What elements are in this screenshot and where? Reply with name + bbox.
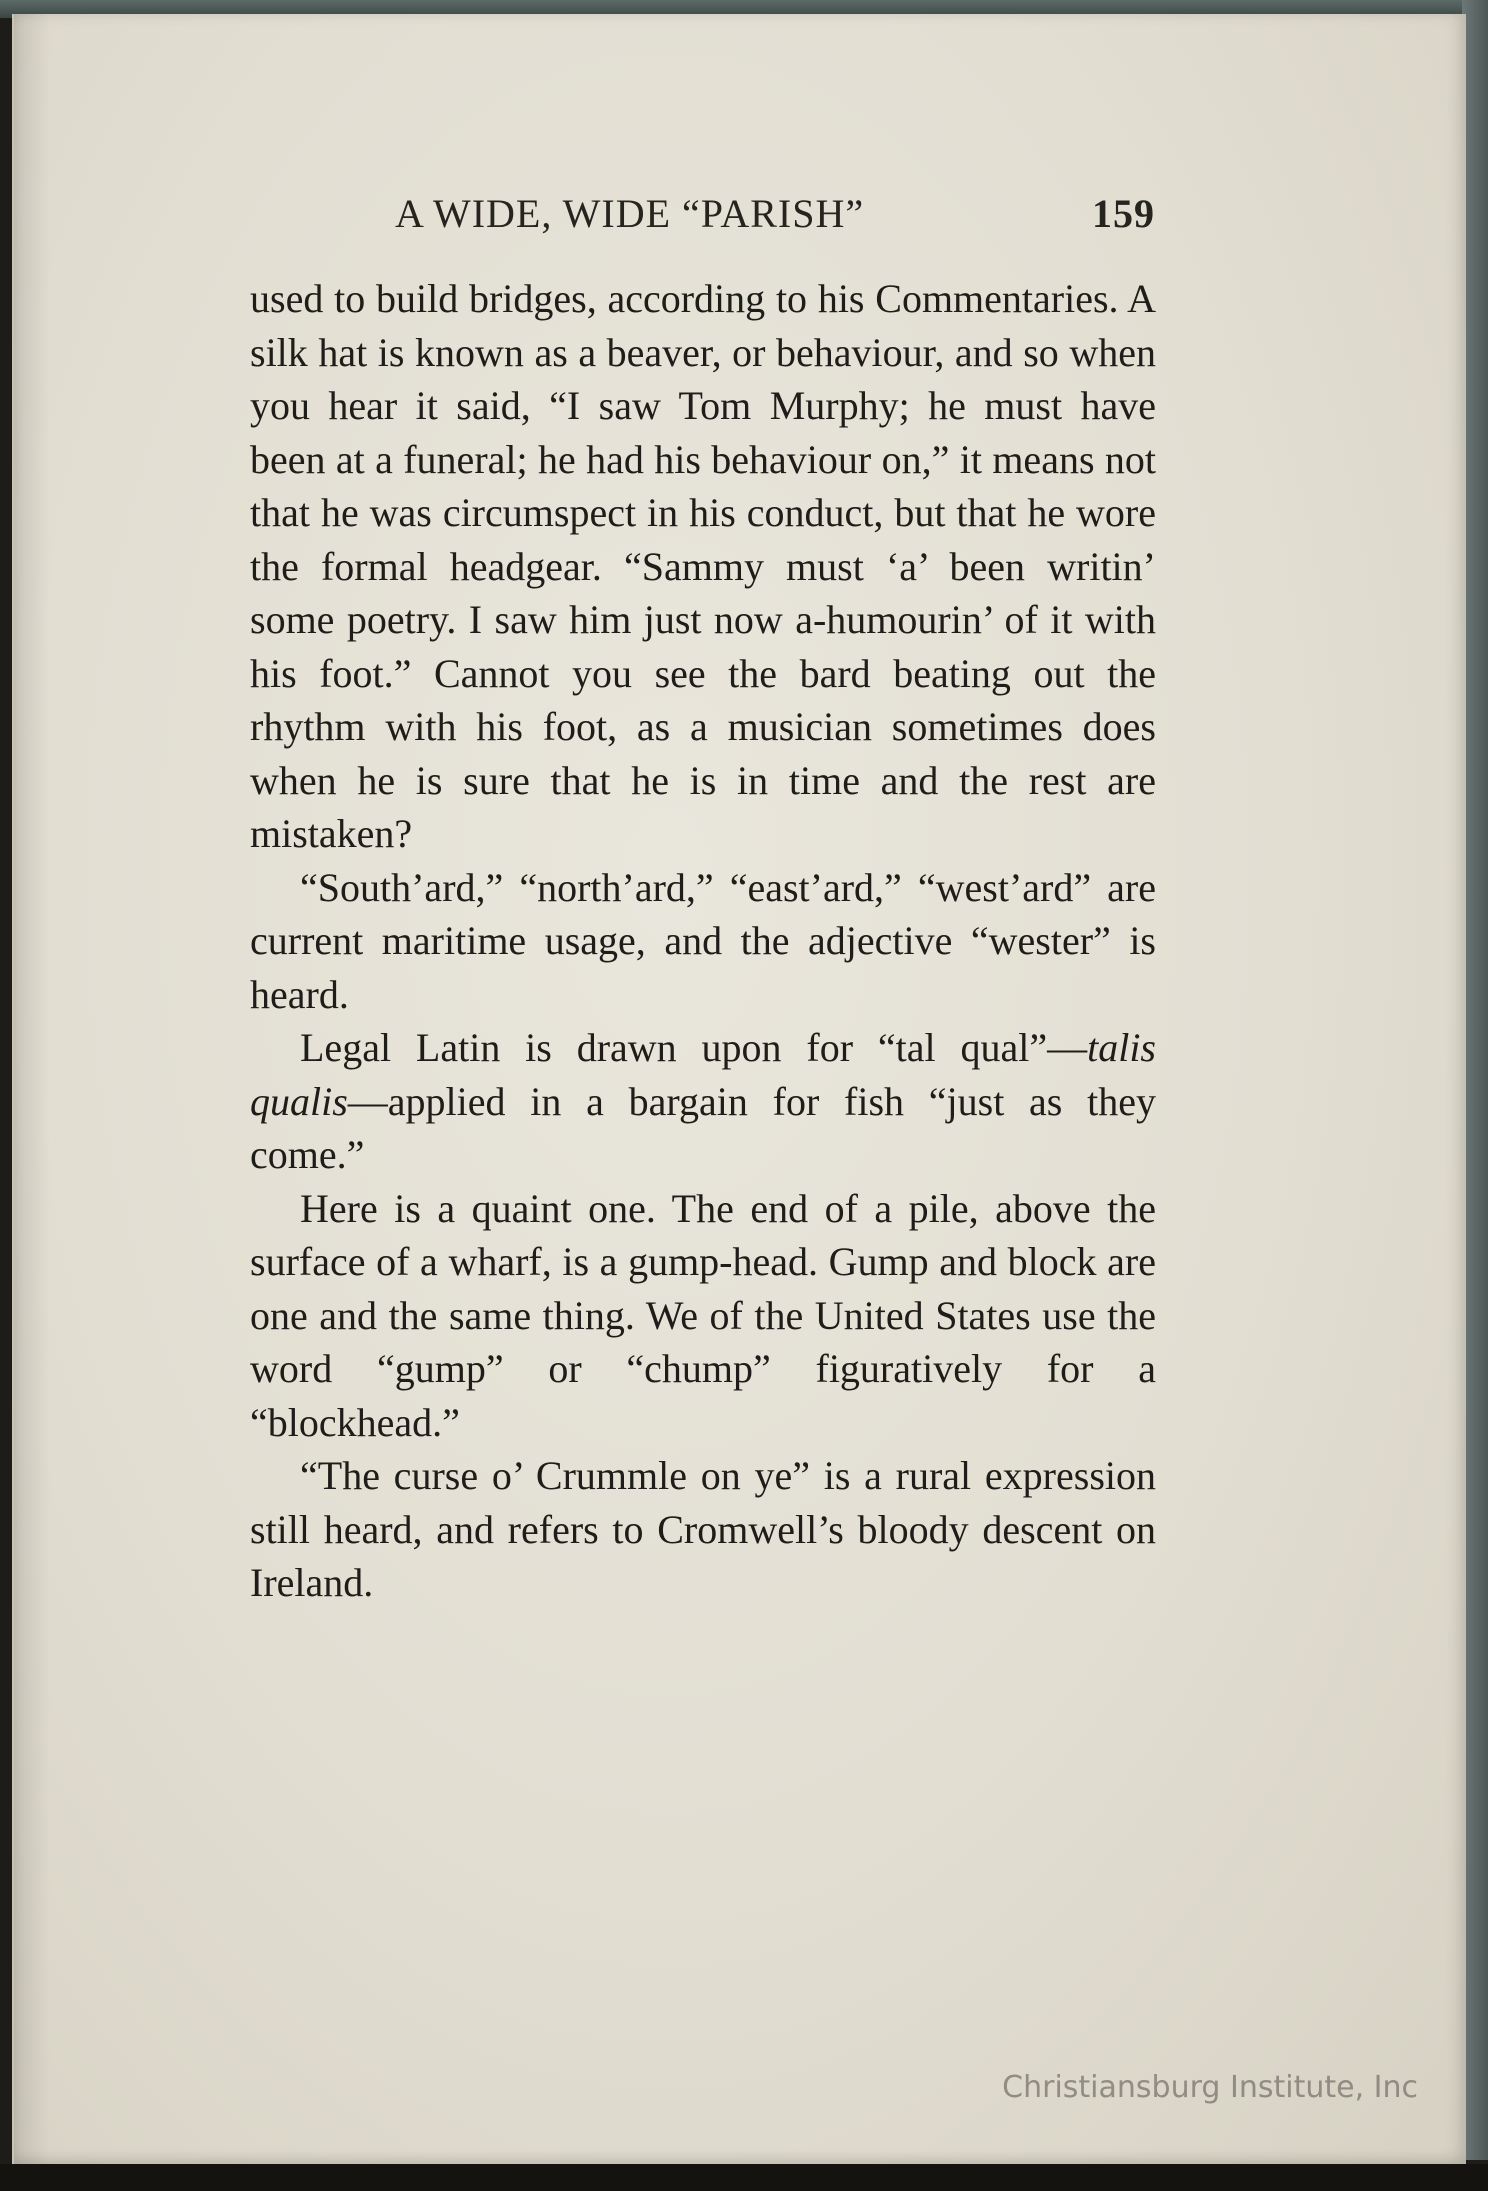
paragraph-4: Here is a quaint one. The end of a pile, above the surface of a wharf, is a gump-head. Gump and block are one and the same thing. We of the United States use the word “gump” or “chump” figuratively for a “blockhead.” xyxy=(250,1185,1156,1445)
paragraph-2: “South’ard,” “north’ard,” “east’ard,” “west’ard” are current maritime usage, and the adjective “wester” is heard. xyxy=(250,864,1156,1017)
body-text xyxy=(250,272,1156,1610)
watermark: Christiansburg Institute, Inc xyxy=(1002,2070,1418,2105)
bottom-edge xyxy=(0,2164,1488,2191)
latin-phrase: talis qualis xyxy=(250,1025,1156,1124)
paragraph-1: used to build bridges, according to his Commentaries. A silk hat is known as a beaver, or behaviour, and so when you hear it said, “I saw Tom Murphy; he must have been at a funeral; he had his behaviour on,” it means not that he was circumspect in his conduct, but that he wore the formal headgear. “Sammy must ‘a’ been writin’ some poetry. I saw him just now a-humourin’ of it with his foot.” Cannot you see the bard beating out the rhythm with his foot, as a musician sometimes does when he is sure that he is in time and the rest are mistaken? xyxy=(250,276,1156,856)
paragraph-3-end: —applied in a bargain for fish “just as they come.” xyxy=(250,1078,1156,1177)
paragraph-3-start: Legal Latin is drawn upon for “tal qual”— xyxy=(300,1025,1088,1070)
running-title: A WIDE, WIDE “PARISH” xyxy=(395,191,865,236)
page-number: 159 xyxy=(1092,191,1155,236)
running-head xyxy=(395,190,1155,240)
paragraph-3 xyxy=(250,1021,1156,1182)
paragraph-5: “The curse o’ Crummle on ye” is a rural expression still heard, and refers to Cromwell’s bloody descent on Ireland. xyxy=(250,1453,1156,1605)
spine-shadow xyxy=(14,14,50,2164)
